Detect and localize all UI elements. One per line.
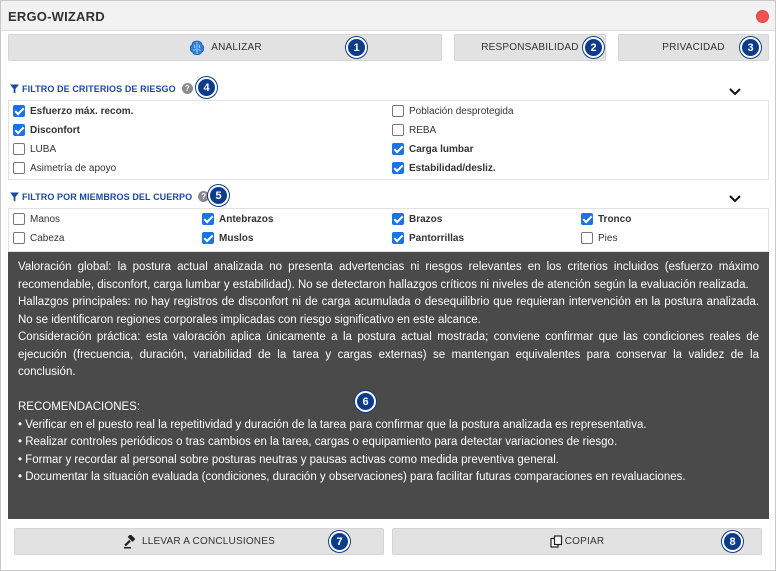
body-checkbox-brazos[interactable] xyxy=(392,213,442,225)
checkbox-label: Antebrazos xyxy=(219,213,274,225)
conclusions-label: LLEVAR A CONCLUSIONES xyxy=(142,536,275,547)
funnel-icon xyxy=(10,192,19,202)
body-checkbox-pantorrillas[interactable] xyxy=(392,232,464,244)
copy-icon xyxy=(550,535,563,548)
body-filter-panel xyxy=(8,208,769,252)
risk-checkbox-reba[interactable] xyxy=(392,124,436,136)
checkbox-box[interactable] xyxy=(392,232,404,244)
checkbox-box[interactable] xyxy=(13,213,25,225)
badge-8: 8 xyxy=(722,531,743,552)
checkbox-box[interactable] xyxy=(13,162,25,174)
body-checkbox-tronco[interactable] xyxy=(581,213,631,225)
gavel-icon xyxy=(123,535,137,549)
title-bar xyxy=(1,1,775,31)
summary-global: Valoración global: la postura actual analizada no presenta advertencias ni riesgos relevantes en los criterios incluidos (esfuerzo máximo recomendable, disconfort, carga lumbar y estabilidad). No se detectaron hallazgos críticos ni niveles de atención según la evaluación realizada. xyxy=(18,261,759,291)
checkbox-box[interactable] xyxy=(13,143,25,155)
badge-3: 3 xyxy=(740,37,761,58)
checkbox-label: REBA xyxy=(409,124,437,136)
risk-checkbox-disconfort[interactable] xyxy=(13,124,80,136)
privacy-label: PRIVACIDAD xyxy=(662,42,725,53)
window-title: ERGO-WIZARD xyxy=(8,9,105,24)
recommendation-item: • Formar y recordar al personal sobre posturas neutras y pausas activas como medida preventiva general. xyxy=(18,453,559,466)
body-filter-header[interactable] xyxy=(10,191,209,202)
summary-consideration: Consideración práctica: esta valoración aplica únicamente a la postura actual mostrada; conviene confirmar que las condiciones reales de ejecución (frecuencia, duración, variabilidad de la tarea y cargas externas) se mantengan equivalentes para conservar la validez de la conclusión. xyxy=(18,331,759,378)
checkbox-box[interactable] xyxy=(202,213,214,225)
checkbox-label: Pies xyxy=(598,232,618,244)
help-icon[interactable]: ? xyxy=(198,191,209,202)
checkbox-box[interactable] xyxy=(202,232,214,244)
checkbox-label: Carga lumbar xyxy=(409,143,474,155)
risk-checkbox-estabilidad[interactable] xyxy=(392,162,496,174)
checkbox-label: Pantorrillas xyxy=(409,232,465,244)
checkbox-label: Tronco xyxy=(598,213,632,225)
chevron-down-icon[interactable] xyxy=(728,194,742,204)
checkbox-label: Esfuerzo máx. recom. xyxy=(30,105,134,117)
badge-2: 2 xyxy=(583,37,604,58)
checkbox-box[interactable] xyxy=(13,124,25,136)
checkbox-label: Asimetría de apoyo xyxy=(30,162,117,174)
checkbox-box[interactable] xyxy=(581,232,593,244)
checkbox-box[interactable] xyxy=(392,162,404,174)
checkbox-label: Brazos xyxy=(409,213,443,225)
checkbox-label: Población desprotegida xyxy=(409,105,514,117)
badge-7: 7 xyxy=(329,531,350,552)
body-checkbox-muslos[interactable] xyxy=(202,232,253,244)
risk-checkbox-luba[interactable] xyxy=(13,143,56,155)
badge-6: 6 xyxy=(355,391,376,412)
analysis-summary xyxy=(8,252,769,519)
checkbox-label: Disconfort xyxy=(30,124,80,136)
checkbox-box[interactable] xyxy=(392,105,404,117)
badge-1: 1 xyxy=(346,37,367,58)
responsibility-label: RESPONSABILIDAD xyxy=(481,42,579,53)
checkbox-label: Cabeza xyxy=(30,232,65,244)
body-checkbox-pies[interactable] xyxy=(581,232,617,244)
recommendation-item: • Documentar la situación evaluada (condiciones, duración y observaciones) para facilitar futuras comparaciones en revaluaciones. xyxy=(18,471,686,483)
risk-checkbox-asimetria[interactable] xyxy=(13,162,116,174)
checkbox-box[interactable] xyxy=(13,105,25,117)
checkbox-box[interactable] xyxy=(392,213,404,225)
risk-checkbox-poblacion[interactable] xyxy=(392,105,514,117)
checkbox-box[interactable] xyxy=(581,213,593,225)
funnel-icon xyxy=(10,84,19,94)
risk-checkbox-carga-lumbar[interactable] xyxy=(392,143,473,155)
checkbox-box[interactable] xyxy=(13,232,25,244)
help-icon[interactable]: ? xyxy=(182,83,193,94)
body-filter-title: FILTRO POR MIEMBROS DEL CUERPO xyxy=(22,191,193,202)
checkbox-label: LUBA xyxy=(30,143,57,155)
brain-icon xyxy=(188,39,206,57)
risk-checkbox-esfuerzo[interactable] xyxy=(13,105,133,117)
body-checkbox-manos[interactable] xyxy=(13,213,60,225)
body-checkbox-antebrazos[interactable] xyxy=(202,213,273,225)
recommendation-item: • Verificar en el puesto real la repetitividad y duración de la tarea para confirmar que la postura analizada es representativa. xyxy=(18,418,647,431)
recommendation-item: • Realizar controles periódicos o tras cambios en la tarea, cargas o equipamiento para detectar variaciones de riesgo. xyxy=(18,436,618,448)
checkbox-box[interactable] xyxy=(392,124,404,136)
risk-filter-header[interactable] xyxy=(10,83,193,94)
checkbox-box[interactable] xyxy=(392,143,404,155)
checkbox-label: Estabilidad/desliz. xyxy=(409,162,496,174)
risk-filter-title: FILTRO DE CRITERIOS DE RIESGO xyxy=(22,83,176,94)
analyze-label: ANALIZAR xyxy=(211,42,262,53)
summary-findings: Hallazgos principales: no hay registros de disconfort ni de carga acumulada o desequilibrio que requieran intervención en la postura analizada. No se identificaron regiones corporales implicadas con riesgo significativo en este alcance. xyxy=(18,296,759,326)
body-checkbox-cabeza[interactable] xyxy=(13,232,64,244)
recommendations-title: RECOMENDACIONES: xyxy=(18,401,141,413)
checkbox-label: Manos xyxy=(30,213,61,225)
close-icon[interactable] xyxy=(756,10,769,23)
checkbox-label: Muslos xyxy=(219,232,254,244)
copy-label: COPIAR xyxy=(564,536,605,547)
badge-4: 4 xyxy=(196,77,217,98)
chevron-down-icon[interactable] xyxy=(728,87,742,97)
copy-button[interactable] xyxy=(392,528,762,555)
analyze-button[interactable] xyxy=(8,34,442,61)
badge-5: 5 xyxy=(208,185,229,206)
